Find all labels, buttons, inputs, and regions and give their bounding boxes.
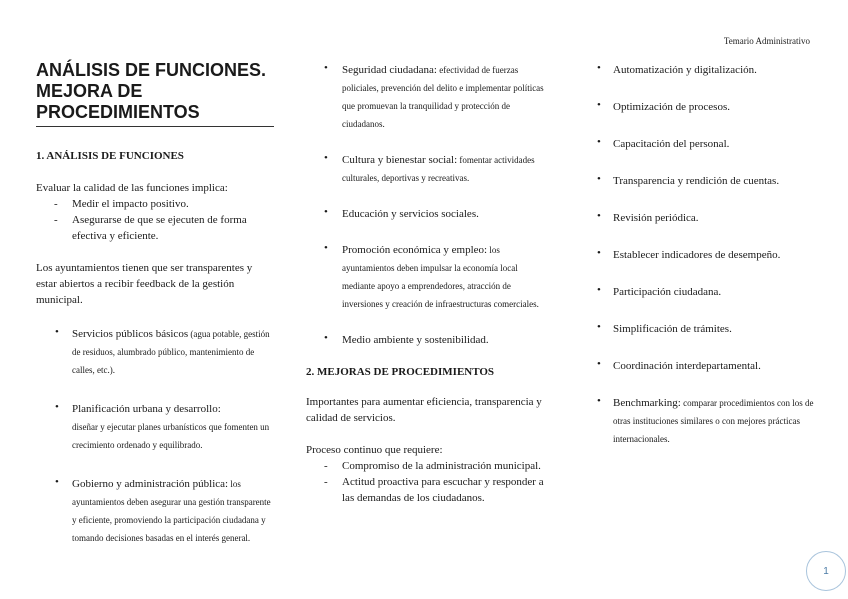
bullet-icon: • [597,358,601,370]
bullet-icon: • [597,62,601,74]
bullet-item: • Seguridad ciudadana: efectividad de fuerzas policiales, prevención del delito e implementar políticas que promuevan la tranquilidad y protección de ciudadanos. [324,62,544,129]
bullet-icon: • [597,247,601,259]
bullet-item: • Promoción económica y empleo: los ayuntamientos deben impulsar la economía local mediante apoyo a emprendedores, atracción de inversiones y creación de infraestructuras comerciales. [324,242,539,309]
bullet-icon: • [324,332,328,344]
bullet-icon: • [597,136,601,148]
bullet-icon: • [597,321,601,333]
dash-item: - Medir el impacto positivo. [54,198,189,210]
section-1-bullets-b [306,60,546,348]
running-header: Temario Administrativo [723,36,810,46]
bullet-icon: • [55,401,59,413]
section-2-heading: 2. MEJORAS DE PROCEDIMIENTOS [306,366,495,378]
column-1 [36,60,274,546]
bullet-item: • Coordinación interdepartamental. [597,358,761,372]
bullet-item: • Medio ambiente y sostenibilidad. [324,332,489,346]
dash-item: - Compromiso de la administración municipal. [324,460,541,472]
bullet-icon: • [597,284,601,296]
bullet-item: • Revisión periódica. [597,210,699,224]
dash-item: - Asegurarse de que se ejecuten de forma efectiva y eficiente. [54,214,247,242]
bullet-icon: • [324,62,328,74]
bullet-icon: • [324,242,328,254]
bullet-item: • Optimización de procesos. [597,99,730,113]
bullet-item: • Educación y servicios sociales. [324,206,479,220]
dash-item: - Actitud proactiva para escuchar y responder a las demandas de los ciudadanos. [324,476,544,504]
section-2-bullets [597,60,817,447]
bullet-icon: • [55,326,59,338]
bullet-item: • Participación ciudadana. [597,284,722,298]
bullet-item: • Establecer indicadores de desempeño. [597,247,781,261]
bullet-icon: • [324,152,328,164]
bullet-item: • Transparencia y rendición de cuentas. [597,173,780,187]
column-2 [306,60,546,506]
section-2-dash-list [306,458,546,506]
section-1-heading: 1. ANÁLISIS DE FUNCIONES [36,150,184,162]
bullet-icon: • [597,395,601,407]
bullet-icon: • [597,210,601,222]
section-1-bullets-a [36,324,274,546]
bullet-icon: • [55,476,59,488]
section-1-dash-list [36,196,274,244]
page-number-badge: 1 [806,551,846,591]
section-1-paragraph: Los ayuntamientos tienen que ser transparentes y estar abiertos a recibir feedback de la gestión municipal. [36,262,253,306]
bullet-item: • Planificación urbana y desarrollo: diseñar y ejecutar planes urbanísticos que fomenten un crecimiento ordenado y equilibrado. [55,401,270,450]
bullet-item: • Gobierno y administración pública: los ayuntamientos deben asegurar una gestión transparente y eficiente, promoviendo la participación ciudadana y tomando decisiones basadas en el interés general. [55,476,271,543]
section-1-intro: Evaluar la calidad de las funciones implica: [36,182,228,194]
bullet-item: • Servicios públicos básicos (agua potable, gestión de residuos, alumbrado público, mantenimiento de calles, etc.). [55,326,270,375]
section-2-intro: Proceso continuo que requiere: [306,444,443,456]
page-title: ANÁLISIS DE FUNCIONES. MEJORA DE PROCEDIMIENTOS [36,60,274,127]
section-2-paragraph: Importantes para aumentar eficiencia, transparencia y calidad de servicios. [306,396,542,424]
bullet-item: • Automatización y digitalización. [597,62,757,76]
bullet-item: • Benchmarking: comparar procedimientos con los de otras instituciones similares o con mejores prácticas internacionales. [597,395,814,444]
column-3 [597,60,817,447]
bullet-icon: • [597,173,601,185]
bullet-icon: • [324,206,328,218]
bullet-item: • Simplificación de trámites. [597,321,732,335]
bullet-icon: • [597,99,601,111]
bullet-item: • Capacitación del personal. [597,136,730,150]
bullet-item: • Cultura y bienestar social: fomentar actividades culturales, deportivas y recreativas. [324,152,535,183]
